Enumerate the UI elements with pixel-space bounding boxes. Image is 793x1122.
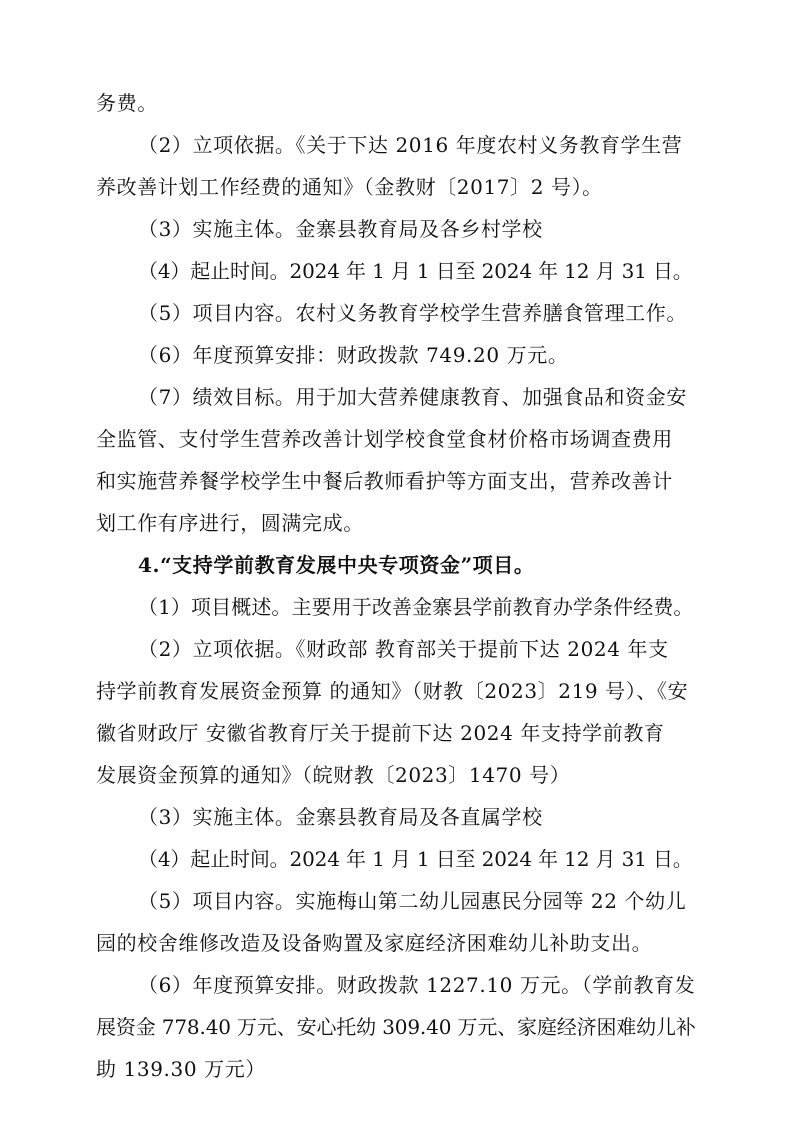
text-line: 和实施营养餐学校学生中餐后教师看护等方面支出，营养改善计 <box>96 469 673 493</box>
section-heading: 4.“支持学前教育发展中央专项资金”项目。 <box>138 553 535 577</box>
text-line: （7）绩效目标。用于加大营养健康教育、加强食品和资金安 <box>138 385 687 409</box>
text-line: （3）实施主体。金寨县教育局及各直属学校 <box>138 805 543 829</box>
text-line: 持学前教育发展资金预算 的通知》（财教〔2023〕219 号）、《安 <box>96 679 689 703</box>
text-line: 徽省财政厅 安徽省教育厅关于提前下达 2024 年支持学前教育 <box>96 721 665 745</box>
text-line: 展资金 778.40 万元、安心托幼 309.40 万元、家庭经济困难幼儿补 <box>96 1015 696 1039</box>
text-line: （1）项目概述。主要用于改善金寨县学前教育办学条件经费。 <box>138 595 694 619</box>
text-line: （3）实施主体。金寨县教育局及各乡村学校 <box>138 217 543 241</box>
text-line: （6）年度预算安排。财政拨款 1227.10 万元。（学前教育发 <box>138 973 696 997</box>
text-line: （5）项目内容。农村义务教育学校学生营养膳食管理工作。 <box>138 301 687 325</box>
text-line: （4）起止时间。2024 年 1 月 1 日至 2024 年 12 月 31 日。 <box>138 259 693 283</box>
text-line: （6）年度预算安排：财政拨款 749.20 万元。 <box>138 343 569 367</box>
text-line: 务费。 <box>96 91 158 115</box>
text-line: （5）项目内容。实施梅山第二幼儿园惠民分园等 22 个幼儿 <box>138 889 687 913</box>
text-line: 养改善计划工作经费的通知》（金教财〔2017〕2 号）。 <box>96 175 603 199</box>
text-line: （2）立项依据。《关于下达 2016 年度农村义务教育学生营 <box>138 133 683 157</box>
text-line: 助 139.30 万元） <box>96 1057 266 1081</box>
text-line: （4）起止时间。2024 年 1 月 1 日至 2024 年 12 月 31 日。 <box>138 847 693 871</box>
text-line: 园的校舍维修改造及设备购置及家庭经济困难幼儿补助支出。 <box>96 931 653 955</box>
text-line: （2）立项依据。《财政部 教育部关于提前下达 2024 年支 <box>138 637 669 661</box>
text-line: 划工作有序进行，圆满完成。 <box>96 511 364 535</box>
text-line: 全监管、支付学生营养改善计划学校食堂食材价格市场调查费用 <box>96 427 673 451</box>
text-line: 发展资金预算的通知》（皖财教〔2023〕1470 号） <box>96 763 571 787</box>
